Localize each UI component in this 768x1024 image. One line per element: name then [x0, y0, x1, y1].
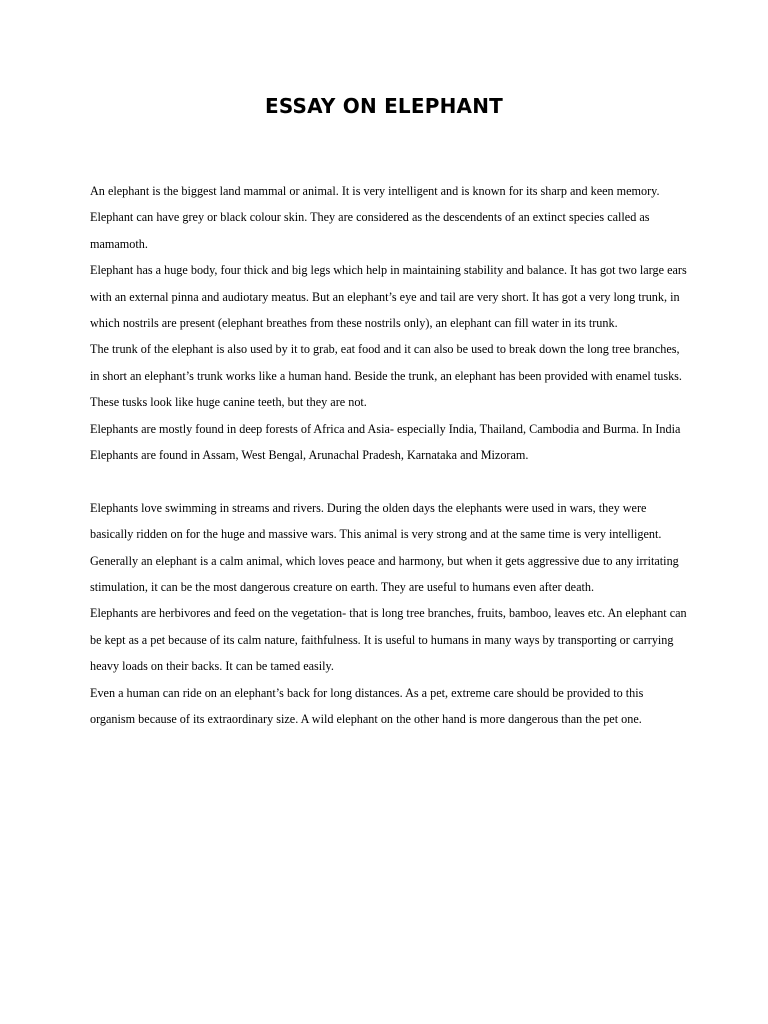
paragraph-6: Generally an elephant is a calm animal, which loves peace and harmony, but when it gets aggressive due to any irritating stimulation, it can be the most dangerous creature on earth. They are useful to humans even after death.: [90, 553, 679, 595]
paragraph-gap: [90, 468, 688, 494]
paragraph-2: Elephant has a huge body, four thick and big legs which help in maintaining stability and balance. It has got two large ears with an external pinna and audiotary meatus. But an elephant’s eye and tail are very short. It has got a very long trunk, in which nostrils are present (elephant breathes from these nostrils only), an elephant can fill water in its trunk.: [90, 263, 687, 331]
paragraph-4: Elephants are mostly found in deep forests of Africa and Asia- especially India, Thailand, Cambodia and Burma. In India Elephants are found in Assam, West Bengal, Arunachal Pradesh, Karnataka and Mizoram.: [90, 421, 681, 463]
paragraph-3: The trunk of the elephant is also used by it to grab, eat food and it can also be used to break down the long tree branches, in short an elephant’s trunk works like a human hand. Beside the trunk, an elephant has been provided with enamel tusks. These tusks look like huge canine teeth, but they are not.: [90, 342, 682, 410]
paragraph-1: An elephant is the biggest land mammal or animal. It is very intelligent and is known for its sharp and keen memory. Elephant can have grey or black colour skin. They are considered as the descendents of an extinct species called as mamamoth.: [90, 184, 660, 251]
paragraph-7: Elephants are herbivores and feed on the vegetation- that is long tree branches, fruits, bamboo, leaves etc. An elephant can be kept as a pet because of its calm nature, faithfulness. It is useful to humans in many ways by transporting or carrying heavy loads on their backs. It can be tamed easily.: [90, 606, 687, 674]
document-body: [90, 178, 688, 733]
paragraph-5: Elephants love swimming in streams and rivers. During the olden days the elephants were used in wars, they were basically ridden on for the huge and massive wars. This animal is very strong and at the same time is very intelligent.: [90, 500, 662, 542]
paragraph-8: Even a human can ride on an elephant’s back for long distances. As a pet, extreme care should be provided to this organism because of its extraordinary size. A wild elephant on the other hand is more dangerous than the pet one.: [90, 685, 644, 727]
document-title: ESSAY ON ELEPHANT: [264, 94, 503, 118]
